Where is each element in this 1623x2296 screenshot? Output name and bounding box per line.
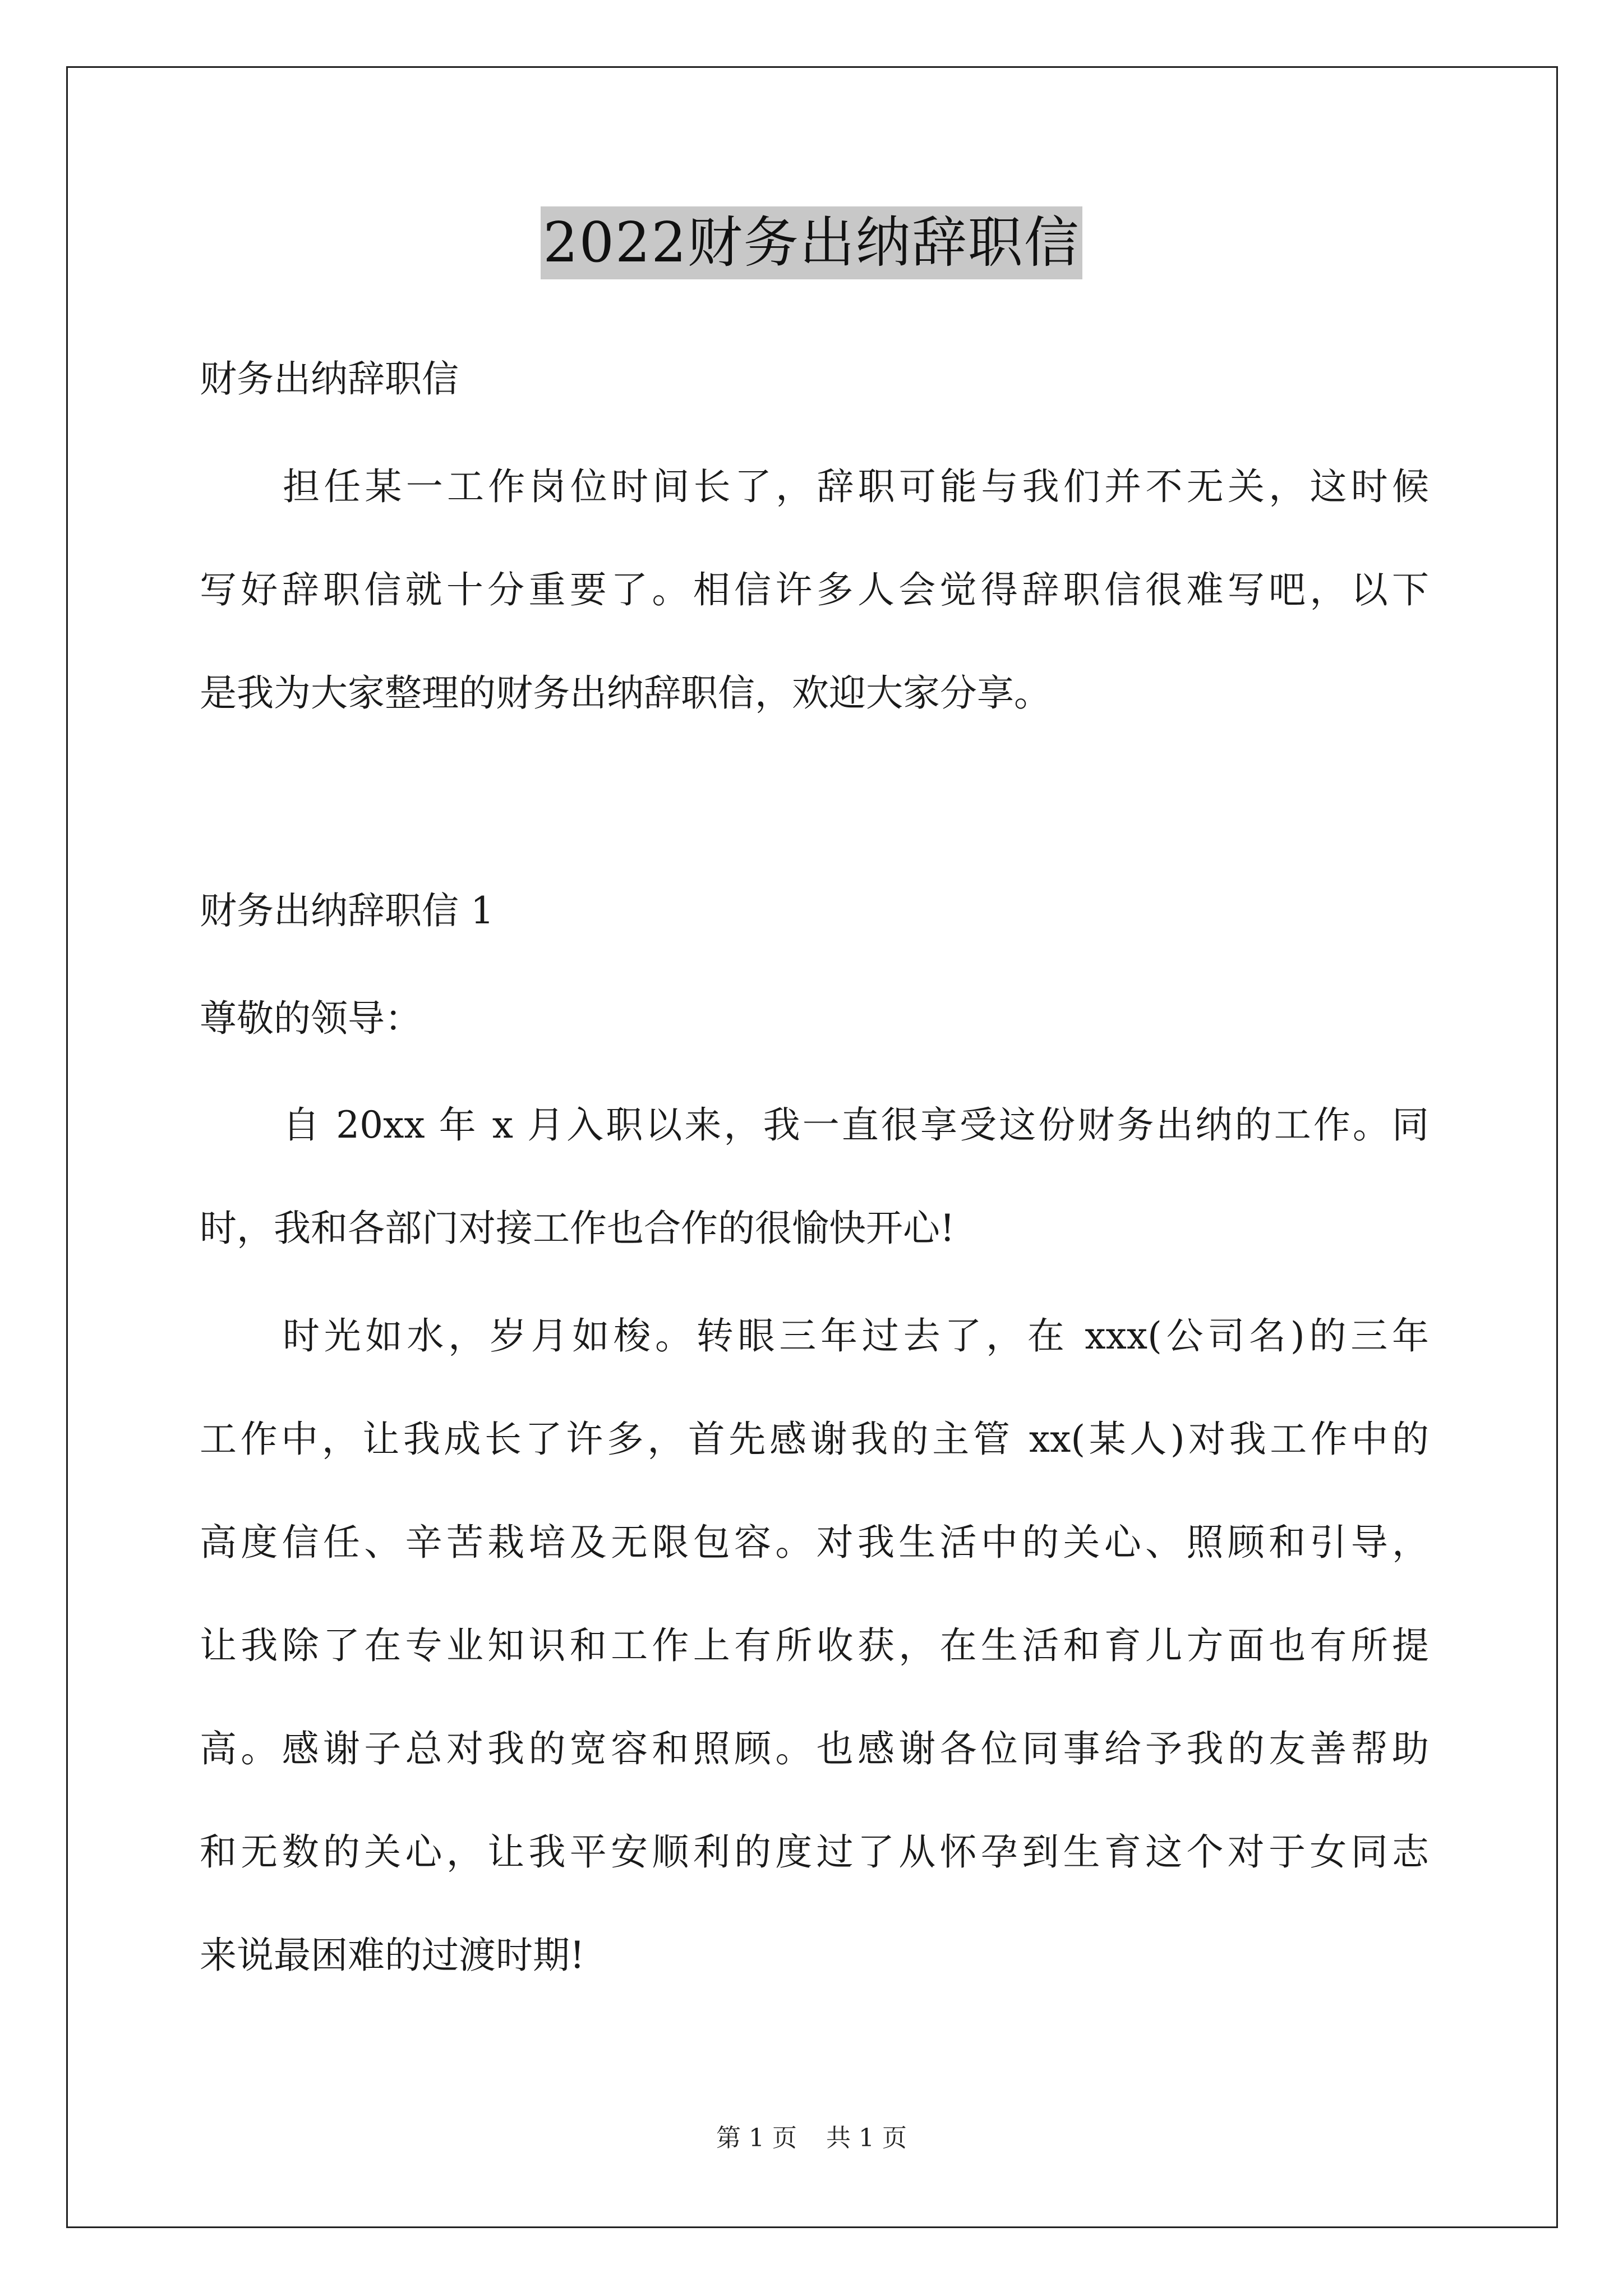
- intro-line: 是我为大家整理的财务出纳辞职信，欢迎大家分享。: [200, 671, 1051, 715]
- page-number-current: 第 1 页: [716, 2124, 797, 2152]
- paragraph-2-line: 工作中，让我成长了许多，首先感谢我的主管 xx(某人)对我工作中的: [200, 1418, 1429, 1461]
- letter-heading: 财务出纳辞职信 1: [200, 889, 494, 932]
- paragraph-1-line: 时，我和各部门对接工作也合作的很愉快开心!: [200, 1207, 955, 1250]
- paragraph-2-line: 让我除了在专业知识和工作上有所收获，在生活和育儿方面也有所提: [200, 1624, 1429, 1667]
- paragraph-1: [200, 1099, 1429, 1254]
- paragraph-2-line: 和无数的关心，让我平安顺利的度过了从怀孕到生育这个对于女同志: [200, 1830, 1429, 1874]
- paragraph-2-line: 来说最困难的过渡时期!: [200, 1934, 585, 1977]
- paragraph-2: [200, 1310, 1429, 1981]
- page-footer: [0, 2122, 1623, 2155]
- paragraph-2-line: 高度信任、辛苦栽培及无限包容。对我生活中的关心、照顾和引导，: [200, 1521, 1429, 1564]
- intro-paragraph: [200, 461, 1429, 719]
- intro-line: 担任某一工作岗位时间长了，辞职可能与我们并不无关，这时候: [283, 465, 1429, 508]
- paragraph-2-line: 高。感谢子总对我的宽容和照顾。也感谢各位同事给予我的友善帮助: [200, 1727, 1429, 1770]
- intro-line: 写好辞职信就十分重要了。相信许多人会觉得辞职信很难写吧，以下: [200, 568, 1429, 611]
- paragraph-2-line: 时光如水，岁月如梭。转眼三年过去了，在 xxx(公司名)的三年: [283, 1314, 1429, 1358]
- document-title-wrapper: [0, 206, 1623, 279]
- salutation: 尊敬的领导：: [200, 997, 422, 1040]
- document-title: 2022财务出纳辞职信: [541, 206, 1082, 279]
- page-number-total: 共 1 页: [826, 2124, 907, 2152]
- document-heading: 财务出纳辞职信: [200, 357, 459, 401]
- paragraph-1-line: 自 20xx 年 x 月入职以来，我一直很享受这份财务出纳的工作。同: [283, 1103, 1429, 1147]
